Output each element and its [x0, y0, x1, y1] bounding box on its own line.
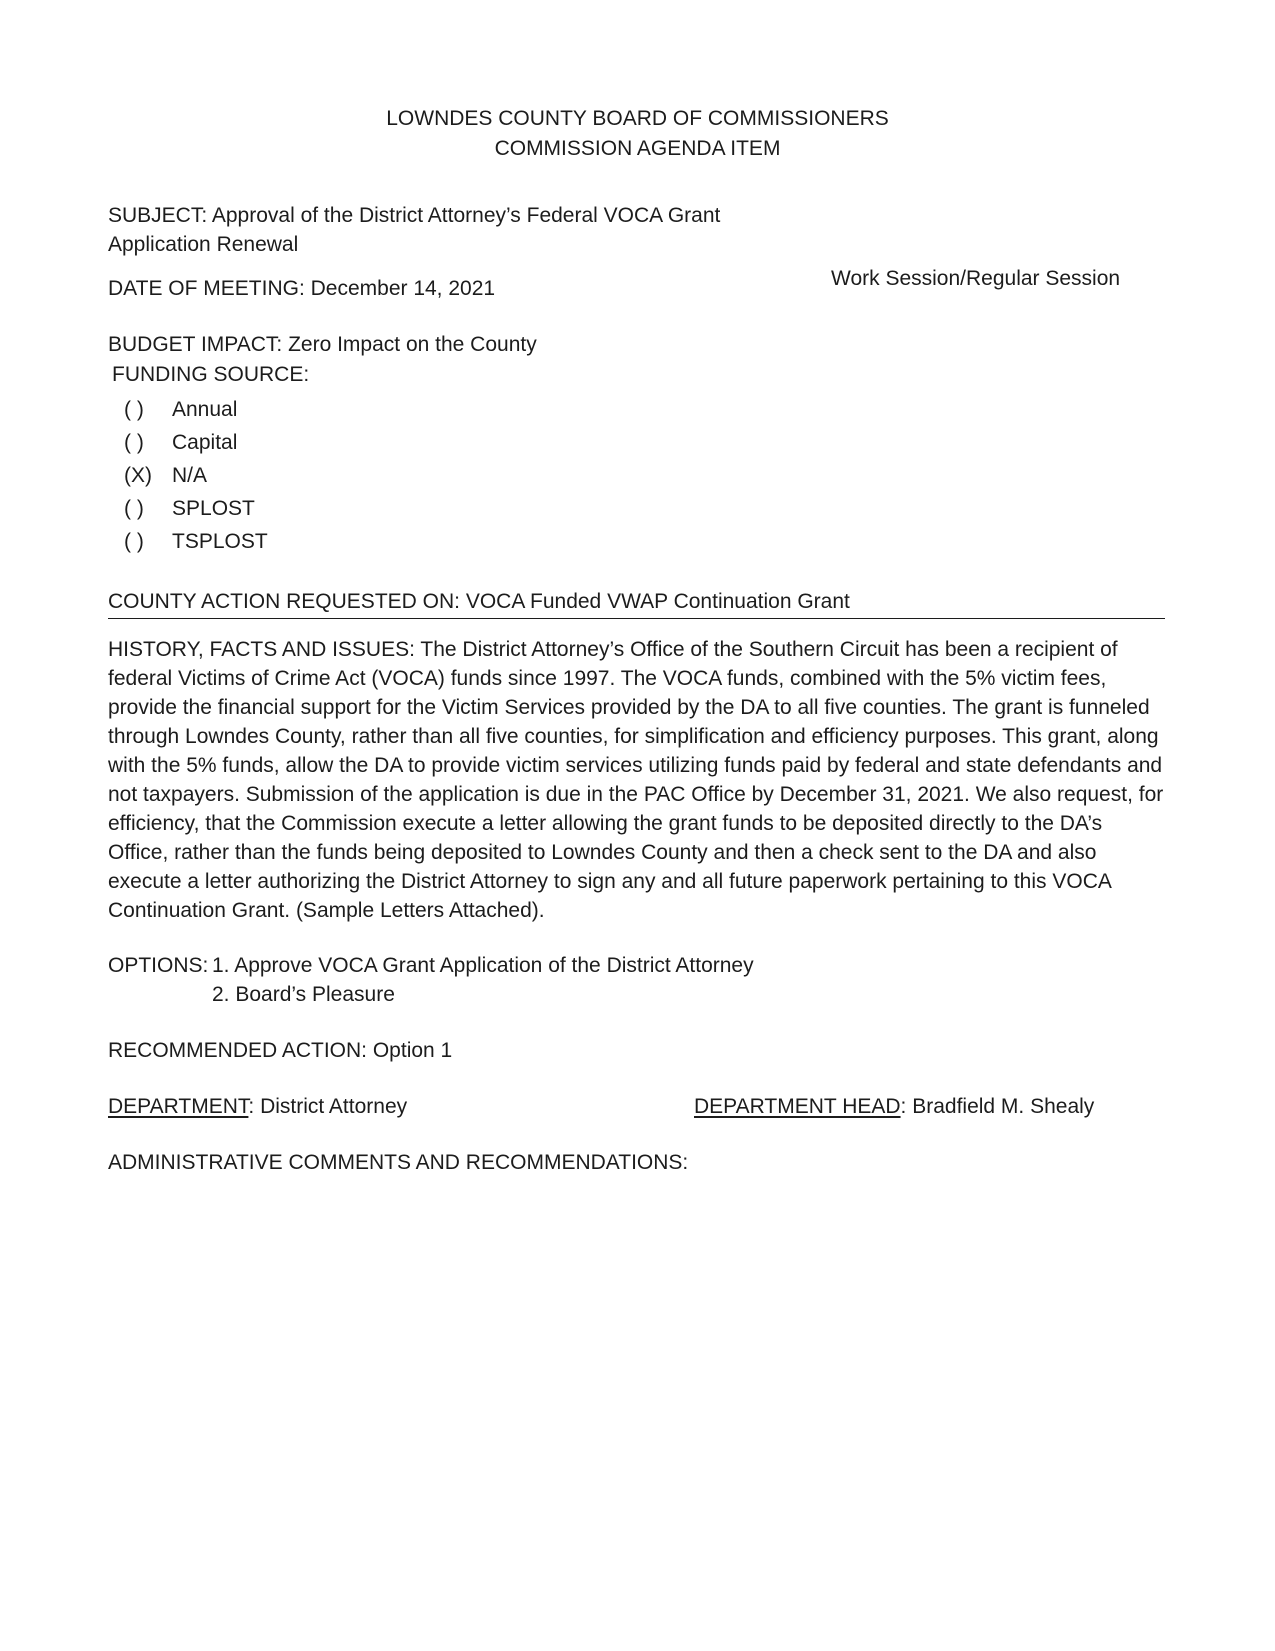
funding-option-mark: (X) [124, 464, 152, 487]
funding-option-splost [124, 498, 255, 519]
doc-title: COMMISSION AGENDA ITEM [494, 137, 781, 160]
funding-option-mark: ( ) [124, 530, 144, 553]
action-requested: COUNTY ACTION REQUESTED ON: VOCA Funded VWAP Continuation Grant [108, 590, 850, 613]
funding-option-label: TSPLOST [172, 530, 268, 553]
administrative-comments: ADMINISTRATIVE COMMENTS AND RECOMMENDATIONS: [108, 1151, 689, 1174]
funding-option-label: N/A [172, 464, 208, 487]
option-2: 2. Board’s Pleasure [212, 983, 395, 1006]
options-label: OPTIONS: [108, 954, 209, 977]
subject-line-2: Application Renewal [108, 233, 299, 256]
history-facts-issues: HISTORY, FACTS AND ISSUES: The District Attorney’s Office of the Southern Circuit has been a recipient of federal Victims of Crime Act (VOCA) funds since 1997. The VOCA funds, combined with the 5% victim fees, provide the financial support for the Victim Services provided by the DA to all five counties. The grant is funneled through Lowndes County, rather than all five counties, for simplification and efficiency purposes. This grant, along with the 5% funds, allow the DA to provide victim services utilizing funds paid by federal and state defendants and not taxpayers. Submission of the application is due in the PAC Office by December 31, 2021. We also request, for efficiency, that the Commission execute a letter allowing the grant funds to be deposited directly to the DA’s Office, rather than the funds being deposited to Lowndes County and then a check sent to the DA and also execute a letter authorizing the District Attorney to sign any and all future paperwork pertaining to this VOCA Continuation Grant. (Sample Letters Attached). [108, 638, 1164, 922]
option-1: 1. Approve VOCA Grant Application of the District Attorney [212, 954, 754, 977]
section-divider [108, 618, 1165, 619]
department-label: DEPARTMENT [108, 1095, 249, 1118]
funding-option-label: SPLOST [172, 497, 255, 520]
funding-source-label: FUNDING SOURCE: [112, 363, 310, 386]
funding-option-mark: ( ) [124, 431, 144, 454]
funding-option-label: Capital [172, 431, 238, 454]
department-head-label: DEPARTMENT HEAD [694, 1095, 901, 1118]
funding-option-annual [124, 399, 237, 420]
department-value: : District Attorney [248, 1095, 408, 1118]
funding-option-tsplost [124, 531, 268, 552]
funding-option-capital [124, 432, 237, 453]
subject-line-1: SUBJECT: Approval of the District Attorney’s Federal VOCA Grant [108, 204, 721, 227]
department [108, 1096, 407, 1117]
department-head-value: : Bradfield M. Shealy [900, 1095, 1095, 1118]
department-head [694, 1096, 1094, 1117]
org-title: LOWNDES COUNTY BOARD OF COMMISSIONERS [386, 107, 889, 130]
funding-option-label: Annual [172, 398, 238, 421]
funding-option-na [124, 465, 207, 486]
recommended-action: RECOMMENDED ACTION: Option 1 [108, 1039, 453, 1062]
meeting-date: DATE OF MEETING: December 14, 2021 [108, 277, 496, 300]
session-type: Work Session/Regular Session [831, 267, 1121, 290]
budget-impact: BUDGET IMPACT: Zero Impact on the County [108, 333, 537, 356]
funding-option-mark: ( ) [124, 497, 144, 520]
funding-option-mark: ( ) [124, 398, 144, 421]
